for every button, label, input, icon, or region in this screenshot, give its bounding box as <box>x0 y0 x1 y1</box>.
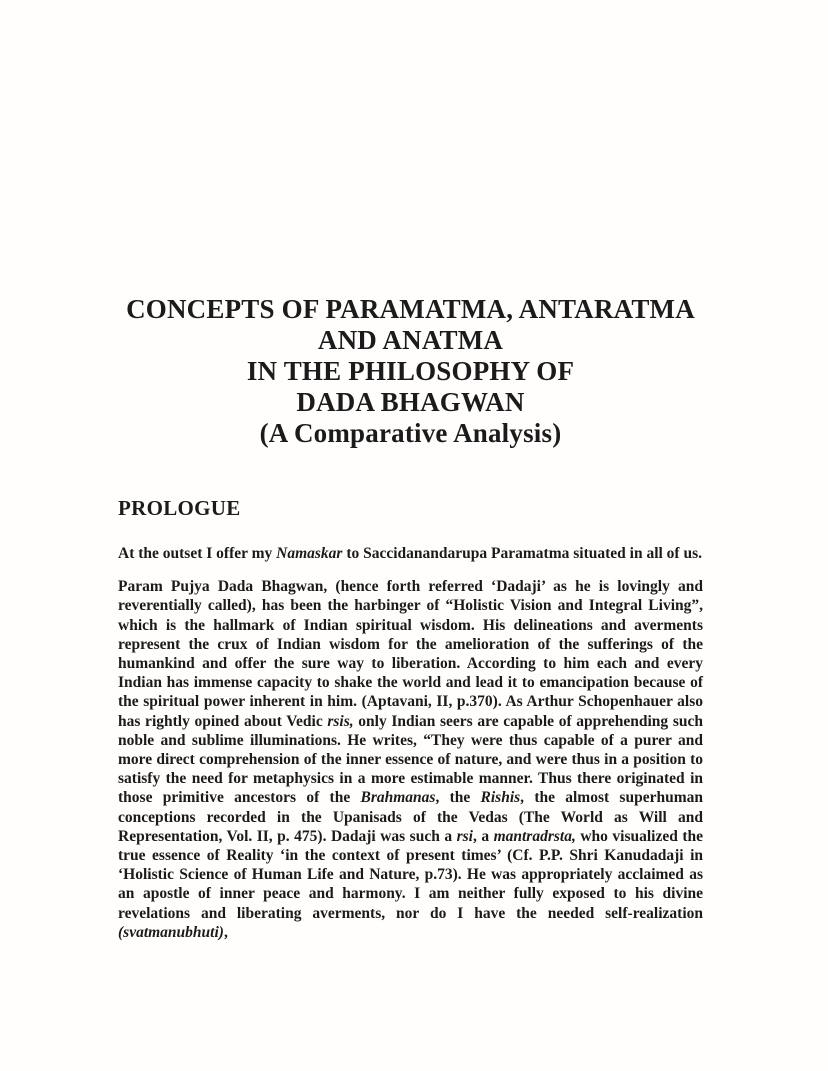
paragraph-namaskar: At the outset I offer my Namaskar to Saccidanandarupa Paramatma situated in all of us. <box>118 545 702 562</box>
document-content <box>118 0 703 942</box>
title-line-5: (A Comparative Analysis) <box>259 418 562 448</box>
title-line-3: IN THE PHILOSOPHY OF <box>246 356 575 386</box>
section-heading-prologue: PROLOGUE <box>118 496 241 520</box>
title-line-1: CONCEPTS OF PARAMATMA, ANTARATMA <box>126 294 695 324</box>
title-line-2: AND ANATMA <box>317 325 504 355</box>
paragraph-prologue-body: Param Pujya Dada Bhagwan, (hence forth referred ‘Dadaji’ as he is lovingly and reverentially called), has been the harbinger of “Holistic Vision and Integral Living”, which is the hallmark of Indian spiritual wisdom. His delineations and averments represent the crux of Indian wisdom for the amelioration of the sufferings of the humankind and offer the sure way to liberation. According to him each and every Indian has immense capacity to shake the world and lead it to emancipation because of the spiritual power inherent in him. (Aptavani, II, p.370). As Arthur Schopenhauer also has rightly opined about Vedic rsis, only Indian seers are capable of apprehending such noble and sublime illuminations. He writes, “They were thus capable of a purer and more direct comprehension of the inner essence of nature, and were thus in a position to satisfy the need for metaphysics in a more estimable manner. Thus there originated in those primitive ancestors of the Brahmanas, the Rishis, the almost superhuman conceptions recorded in the Upanisads of the Vedas (The World as Will and Representation, Vol. II, p. 475). Dadaji was such a rsi, a mantradrsta, who visualized the true essence of Reality ‘in the context of present times’ (Cf. P.P. Shri Kanudadaji in ‘Holistic Science of Human Life and Nature, p.73). He was appropriately acclaimed as an apostle of inner peace and harmony. I am neither fully exposed to his divine revelations and liberating averments, nor do I have the needed self-realization (svatmanubhuti), <box>118 578 704 941</box>
title-line-4: DADA BHAGWAN <box>296 387 525 417</box>
document-title <box>118 294 703 449</box>
